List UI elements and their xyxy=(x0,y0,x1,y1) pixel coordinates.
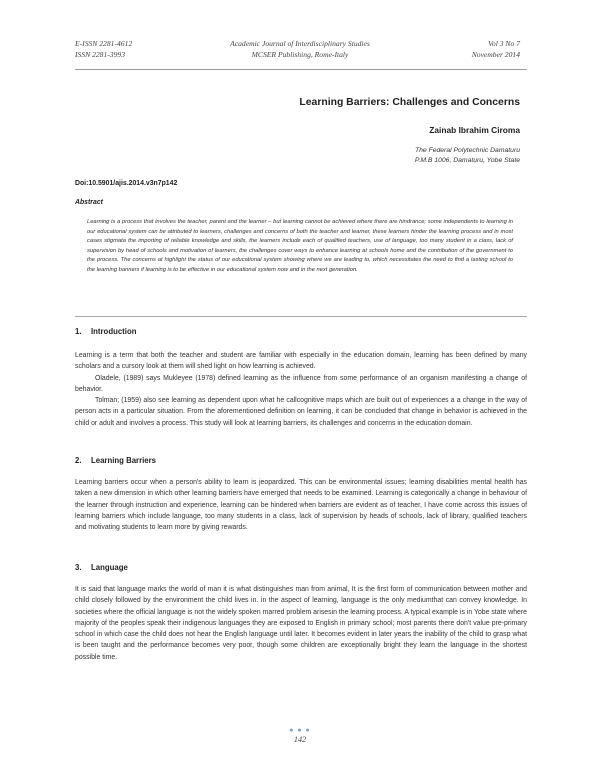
paragraph: It is said that language marks the world of man it is what distinguishes man from animal, It is the first form of communication between mother and child closely followed by the environment the child lives in. in the aspect of learning, language is the only mediumthat can convey knowledge. In societies where the official language is not the widely spoken marred problem arisesin the learning process. A typical example is in Yobe state where majority of the peoples speak their indigenous languages they are exposed to English in primary school; most parents there don't value pre-primary school in which case the child does not hear the English language until later. It becomes evident in later years the inability of the child to grasp what is been taught and the performance becomes very poor, though some children are exceptionally bright they learn the language in the shortest possible time. xyxy=(75,586,527,661)
paragraph: Oladele, (1989) says Mukleyee (1978) defined learning as the influence from some performance of an organism manifesting a change of behavior. xyxy=(75,374,527,393)
abstract-divider xyxy=(75,316,527,317)
doi-link[interactable]: Doi:10.5901/ajis.2014.v3n7p142 xyxy=(75,180,178,187)
section-body-introduction xyxy=(75,350,527,429)
issn: ISSN 2281-3993 xyxy=(75,50,125,59)
volume-header xyxy=(472,38,520,60)
section-heading-language xyxy=(75,563,128,572)
section-number: 1. xyxy=(75,327,82,336)
paragraph: Tolman; (1959) also see learning as dependent upon what he callcognitive maps which are built out of experiences a a change in the way of person acts in a particular situation. From the aforementioned definition on learning, it can be concluded that change in behavior is achieved in the child or adult and involves a process. This study will look at learning barriers, its challenges and concerns in the education domain. xyxy=(75,397,527,427)
section-title: Introduction xyxy=(91,327,137,336)
publisher: MCSER Publishing, Rome-Italy xyxy=(251,50,349,59)
section-heading-introduction xyxy=(75,327,136,336)
author-name: Zainab Ibrahim Ciroma xyxy=(429,125,520,135)
section-number: 3. xyxy=(75,563,82,572)
abstract-text: Learning is a process that involves the teacher, parent and the learner – but learning cannot be achieved where there are hindrance; some independents to learning in our educational system can be attributed to learners, challenges and concerns of both the teacher and learner, these learners hinder the learning process and in most cases stigmata the importing of reliable knowledge and skills, the learners include each of qualified teachers, use of language, too many student in a class, lack of supervision by head of schools and motivation of learners, the challenges cover ways to enhance learning at schools home and the contribution of the government to the process. The concerns at highlight the status of our educational system showing where we are leading to, which necessitates the need to find a lasting school to the learning banners if learning is to be effective in our educational system now and in the next generation. xyxy=(87,219,513,273)
affiliation-institution: The Federal Polytechnic Damaturu xyxy=(414,147,520,154)
e-issn: E-ISSN 2281-4612 xyxy=(75,39,133,48)
section-heading-learning-barriers xyxy=(75,456,156,465)
author-affiliation xyxy=(415,146,520,166)
affiliation-address: P.M.B 1006, Damaturu, Yobe State xyxy=(414,157,520,164)
page-number: 142 xyxy=(293,735,307,744)
section-title: Language xyxy=(91,563,128,572)
paragraph: Learning barriers occur when a person's ability to learn is jeopardized. This can be environmental issues; learning disabilities mental health has taken a new dimension in which other learning barriers have emerged that needs to be examined. Learning is categorically a change in behaviour of the learner through instruction and experience, learning can be hindered when barriers are evident as of teacher, I have come across this issues of learning barriers which include language, too many students in a class, lack of supervision by heads of schools, lack of library, qualified teachers and motivating students to learn more by giving rewards. xyxy=(75,479,527,531)
footer-dots: ● ● ● xyxy=(289,727,311,734)
section-number: 2. xyxy=(75,456,82,465)
volume-issue: Vol 3 No 7 xyxy=(488,39,520,48)
publication-date: November 2014 xyxy=(471,50,520,59)
journal-name: Academic Journal of Interdisciplinary Studies xyxy=(230,39,370,48)
section-body-language xyxy=(75,584,527,663)
abstract-heading: Abstract xyxy=(75,199,103,206)
section-body-learning-barriers xyxy=(75,477,527,533)
article-title: Learning Barriers: Challenges and Concerns xyxy=(299,97,520,108)
section-title: Learning Barriers xyxy=(91,456,156,465)
paragraph: Learning is a term that both the teacher and student are familiar with especially in the education domain, learning has been defined by many scholars and a cursory look at them will shed light on how learning is achieved. xyxy=(75,352,527,371)
header-divider xyxy=(75,69,527,70)
